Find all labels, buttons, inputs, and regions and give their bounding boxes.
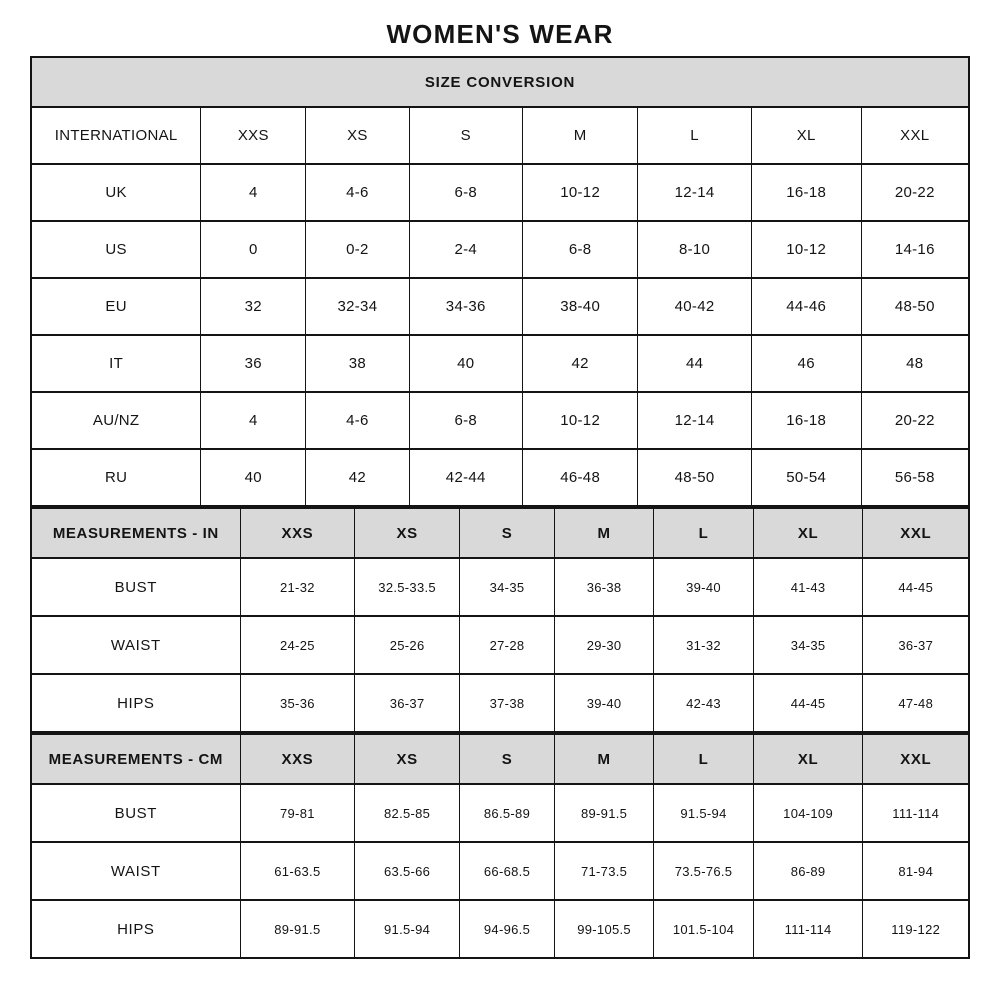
cell: 91.5-94 — [654, 784, 753, 842]
cell: 63.5-66 — [355, 842, 460, 900]
table-row — [31, 107, 969, 164]
row-label-cell: HIPS — [31, 674, 240, 732]
cell: 0-2 — [306, 221, 409, 278]
cell: 10-12 — [751, 221, 861, 278]
table-header-cell: MEASUREMENTS - CM — [31, 734, 240, 784]
cell: 48 — [861, 335, 969, 392]
cell: 42-43 — [654, 674, 753, 732]
cell: 24-25 — [240, 616, 354, 674]
cell: 91.5-94 — [355, 900, 460, 958]
cell: 48-50 — [861, 278, 969, 335]
cell: 39-40 — [654, 558, 753, 616]
column-header-cell: XS — [355, 734, 460, 784]
page-title: WOMEN'S WEAR — [386, 18, 614, 49]
cell: 44-45 — [753, 674, 863, 732]
cell: 29-30 — [554, 616, 653, 674]
column-header-cell: S — [460, 508, 555, 558]
cell: 35-36 — [240, 674, 354, 732]
cell: 20-22 — [861, 392, 969, 449]
column-header-cell: M — [554, 508, 653, 558]
row-label-cell: HIPS — [31, 900, 240, 958]
row-label-cell: WAIST — [31, 842, 240, 900]
cell: 66-68.5 — [460, 842, 555, 900]
cell: 38 — [306, 335, 409, 392]
table-row — [31, 335, 969, 392]
table-header-row — [31, 508, 969, 558]
cell: 47-48 — [863, 674, 969, 732]
cell: 48-50 — [638, 449, 751, 506]
cell: 36 — [201, 335, 306, 392]
cell: 20-22 — [861, 164, 969, 221]
table-row — [31, 674, 969, 732]
column-header-cell: L — [654, 508, 753, 558]
cell: 32 — [201, 278, 306, 335]
cell: 6-8 — [409, 164, 522, 221]
cell: 42 — [306, 449, 409, 506]
table-row — [31, 616, 969, 674]
cell: 12-14 — [638, 392, 751, 449]
measurements-in-table — [30, 507, 970, 733]
cell: 73.5-76.5 — [654, 842, 753, 900]
cell: 31-32 — [654, 616, 753, 674]
cell: 10-12 — [522, 392, 637, 449]
cell: 44-46 — [751, 278, 861, 335]
column-header-cell: S — [460, 734, 555, 784]
cell: 32-34 — [306, 278, 409, 335]
column-header-cell: XXL — [863, 734, 969, 784]
column-header-cell: XXS — [240, 508, 354, 558]
cell: 40 — [409, 335, 522, 392]
cell: 14-16 — [861, 221, 969, 278]
cell: 34-36 — [409, 278, 522, 335]
cell: XL — [751, 107, 861, 164]
table-row — [31, 392, 969, 449]
table-row — [31, 164, 969, 221]
cell: 42-44 — [409, 449, 522, 506]
cell: 79-81 — [240, 784, 354, 842]
cell: 86-89 — [753, 842, 863, 900]
cell: S — [409, 107, 522, 164]
cell: 111-114 — [753, 900, 863, 958]
cell: 101.5-104 — [654, 900, 753, 958]
cell: 4 — [201, 392, 306, 449]
table-row — [31, 221, 969, 278]
cell: 42 — [522, 335, 637, 392]
cell: 4-6 — [306, 392, 409, 449]
cell: 99-105.5 — [554, 900, 653, 958]
row-label-cell: BUST — [31, 784, 240, 842]
table-header-cell: MEASUREMENTS - IN — [31, 508, 240, 558]
cell: 40-42 — [638, 278, 751, 335]
cell: 25-26 — [355, 616, 460, 674]
column-header-cell: XXL — [863, 508, 969, 558]
cell: 44-45 — [863, 558, 969, 616]
cell: 37-38 — [460, 674, 555, 732]
cell: 12-14 — [638, 164, 751, 221]
column-header-cell: XL — [753, 508, 863, 558]
cell: 71-73.5 — [554, 842, 653, 900]
column-header-cell: XS — [355, 508, 460, 558]
cell: 38-40 — [522, 278, 637, 335]
column-header-cell: M — [554, 734, 653, 784]
cell: 119-122 — [863, 900, 969, 958]
cell: XS — [306, 107, 409, 164]
cell: 10-12 — [522, 164, 637, 221]
row-label-cell: INTERNATIONAL — [31, 107, 201, 164]
cell: 2-4 — [409, 221, 522, 278]
cell: 40 — [201, 449, 306, 506]
table-header-row — [31, 57, 969, 107]
cell: 6-8 — [522, 221, 637, 278]
cell: 32.5-33.5 — [355, 558, 460, 616]
cell: 41-43 — [753, 558, 863, 616]
cell: 50-54 — [751, 449, 861, 506]
cell: 39-40 — [554, 674, 653, 732]
cell: 16-18 — [751, 164, 861, 221]
cell: XXS — [201, 107, 306, 164]
cell: 6-8 — [409, 392, 522, 449]
table-row — [31, 784, 969, 842]
table-row — [31, 449, 969, 506]
cell: 86.5-89 — [460, 784, 555, 842]
row-label-cell: WAIST — [31, 616, 240, 674]
table-row — [31, 278, 969, 335]
row-label-cell: US — [31, 221, 201, 278]
cell: 36-38 — [554, 558, 653, 616]
cell: 27-28 — [460, 616, 555, 674]
cell: 56-58 — [861, 449, 969, 506]
cell: 82.5-85 — [355, 784, 460, 842]
row-label-cell: BUST — [31, 558, 240, 616]
cell: 94-96.5 — [460, 900, 555, 958]
row-label-cell: UK — [31, 164, 201, 221]
cell: 4-6 — [306, 164, 409, 221]
cell: L — [638, 107, 751, 164]
cell: 44 — [638, 335, 751, 392]
cell: 4 — [201, 164, 306, 221]
size-conversion-table — [30, 56, 970, 507]
cell: 61-63.5 — [240, 842, 354, 900]
cell: XXL — [861, 107, 969, 164]
cell: 0 — [201, 221, 306, 278]
cell: 36-37 — [355, 674, 460, 732]
cell: 21-32 — [240, 558, 354, 616]
cell: 89-91.5 — [240, 900, 354, 958]
table-row — [31, 558, 969, 616]
cell: 34-35 — [460, 558, 555, 616]
cell: 46-48 — [522, 449, 637, 506]
table-header-row — [31, 734, 969, 784]
cell: 89-91.5 — [554, 784, 653, 842]
cell: 81-94 — [863, 842, 969, 900]
cell: 34-35 — [753, 616, 863, 674]
cell: 8-10 — [638, 221, 751, 278]
measurements-cm-table — [30, 733, 970, 959]
row-label-cell: IT — [31, 335, 201, 392]
row-label-cell: EU — [31, 278, 201, 335]
cell: 46 — [751, 335, 861, 392]
column-header-cell: L — [654, 734, 753, 784]
cell: 111-114 — [863, 784, 969, 842]
table-header-cell: SIZE CONVERSION — [31, 57, 969, 107]
row-label-cell: RU — [31, 449, 201, 506]
table-row — [31, 900, 969, 958]
row-label-cell: AU/NZ — [31, 392, 201, 449]
column-header-cell: XXS — [240, 734, 354, 784]
column-header-cell: XL — [753, 734, 863, 784]
cell: 16-18 — [751, 392, 861, 449]
table-row — [31, 842, 969, 900]
cell: 104-109 — [753, 784, 863, 842]
cell: 36-37 — [863, 616, 969, 674]
cell: M — [522, 107, 637, 164]
